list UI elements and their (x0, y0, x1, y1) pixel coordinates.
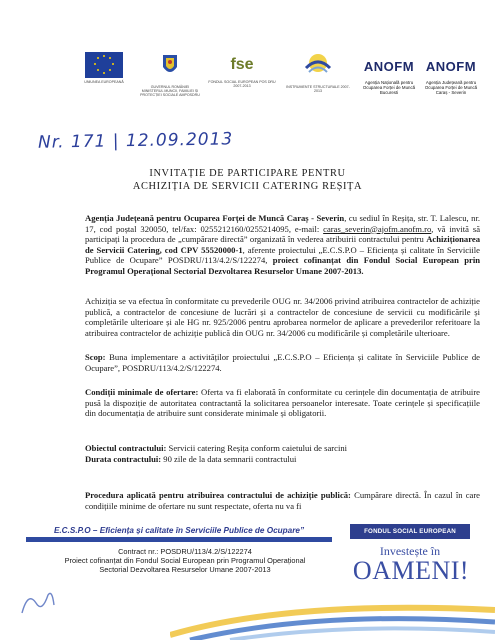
scope-paragraph: Scop: Buna implementare a activităților proiectului „E.C.S.P.O – Eficiența și calitate în Serviciile Publice de Ocupare”, POSDRU/113/4.2/S/122274. (85, 352, 480, 373)
duration-label: Durata contractului: (85, 453, 162, 464)
conditions-label: Condiții minimale de ofertare: (85, 387, 199, 397)
anofm-county-mark: ANOFM (425, 59, 477, 74)
footer-divider (26, 537, 332, 542)
anofm-national-logo (360, 52, 418, 95)
coat-of-arms-icon (161, 52, 179, 78)
fse-logo-caption: FONDUL SOCIAL EUROPEAN POS DRU 2007-2013 (208, 80, 276, 89)
footer-swirl-decoration (170, 580, 495, 640)
funding-statement: proiect cofinanțat din Fondul Social European prin Programul Operațional Sectorial Dezvoltarea Resurselor Umane 2007-2013. (85, 255, 480, 276)
contract-name: Achiziționarea de Servicii Catering, cod CPV 55520000-1 (85, 234, 480, 255)
legal-paragraph: Achiziția se va efectua în conformitate cu prevederile OUG nr. 34/2006 privind atribuirea contractelor de achiziție publică, a contractelor de concesiune de lucrări și a contractelor de concesiune de servicii cu modificările și completările ulterioare și ale HG nr. 925/2006 pentru aprobarea normelor de aplicare a prevederilor referitoare la atribuirea contractelor de achiziție publică din OUG nr. 34/2006 cu modificările și completările ulterioare. (85, 296, 480, 338)
agency-name: Agenția Județeană pentru Ocuparea Forței de Muncă Caraș - Severin (85, 213, 345, 223)
procedure-label: Procedura aplicată pentru atribuirea contractului de achiziție publică: (85, 490, 351, 500)
registration-number: Nr. 171 | 12.09.2013 (37, 129, 234, 153)
fse-banner: FONDUL SOCIAL EUROPEAN (350, 524, 470, 539)
ajofm-county-caption: Agenția Județeană pentru Ocuparea Forței de Muncă Caraș - Severin (424, 80, 478, 95)
object-label: Obiectul contractului: (85, 443, 167, 453)
footer-project-title: E.C.S.P.O – Eficiența și calitate în Serviciile Publice de Ocupare” (26, 524, 332, 537)
slogan-small: Investește în (379, 544, 441, 558)
email-link[interactable]: caras_severin@ajofm.anofm.ro (323, 223, 432, 234)
slogan-big: OAMENI! (352, 556, 470, 585)
romania-government-logo (140, 52, 200, 98)
government-logo-caption: GUVERNUL ROMÂNIEI MINISTERUL MUNCII, FAMILIEI ȘI PROTECȚIEI SOCIALE AMPOSDRU (140, 85, 200, 98)
footer-contract-info: Contract nr.: POSDRU/113/4.2/S/122274 Proiect cofinanțat din Fondul Social European prin Programul Operațional Sectorial Dezvoltarea Resurselor Umane 2007-2013 (64, 547, 306, 574)
conditions-paragraph: Condiții minimale de ofertare: Oferta va fi elaborată în conformitate cu cerințele din documentația de atribuire pusă la dispoziție de autoritatea contractantă la solicitarea persoanelor interesate. Toate cerințele și specificațiile din documentația de atribuire sunt considerate minimale și obligatorii. (85, 387, 480, 418)
ajofm-county-logo (420, 52, 482, 95)
structural-instruments-icon (300, 52, 336, 78)
contract-details: Obiectul contractului: Servicii catering Reșița conform caietului de sarcini Durata contractului: 90 zile de la data semnarii contractului (85, 443, 348, 464)
intro-paragraph: Agenția Județeană pentru Ocuparea Forței de Muncă Caraș - Severin, cu sediul în Reșița, str. T. Lalescu, nr. 17, cod poștal 320050, tel/fax: 0255212160/0255214095, e-mail: caras_severin@ajofm.anofm.ro, vă invită să participați la procedura de „cumpărare directă” organizată în vederea atribuirii contractului pentru Achiziționarea de Servicii Catering, cod CPV 55520000-1, aferente proiectului „E.C.S.P.O – Eficiența și calitate în Serviciile Publice de Ocupare” POSDRU/113/4.2/S/122274, proiect cofinanțat din Fondul Social European prin Programul Operațional Sectorial Dezvoltarea Resurselor Umane 2007-2013. (85, 213, 481, 276)
fse-logo (206, 52, 278, 88)
eu-logo-caption: UNIUNEA EUROPEANĂ (84, 80, 124, 84)
structural-instruments-logo (284, 52, 352, 93)
fse-mark: fse (230, 56, 254, 73)
procedure-paragraph: Procedura aplicată pentru atribuirea contractului de achiziție publică: Cumpărare directă. În cazul în care condițiile minime de ofertare nu sunt respectate, oferta nu va fi (85, 490, 480, 511)
eu-logo (74, 52, 134, 84)
anofm-national-caption: Agenția Națională pentru Ocuparea Forței de Muncă Bucuresti (362, 80, 416, 95)
eu-flag-icon (85, 52, 123, 78)
scope-label: Scop: (85, 352, 106, 362)
document-title-line2: ACHIZIȚIA DE SERVICII CATERING REȘIȚA (132, 181, 363, 192)
structural-instruments-caption: INSTRUMENTE STRUCTURALE 2007-2013 (286, 85, 350, 94)
document-title-line1: INVITAȚIE DE PARTICIPARE PENTRU (149, 168, 346, 179)
anofm-mark: ANOFM (363, 59, 415, 74)
signature-squiggle (18, 585, 58, 620)
